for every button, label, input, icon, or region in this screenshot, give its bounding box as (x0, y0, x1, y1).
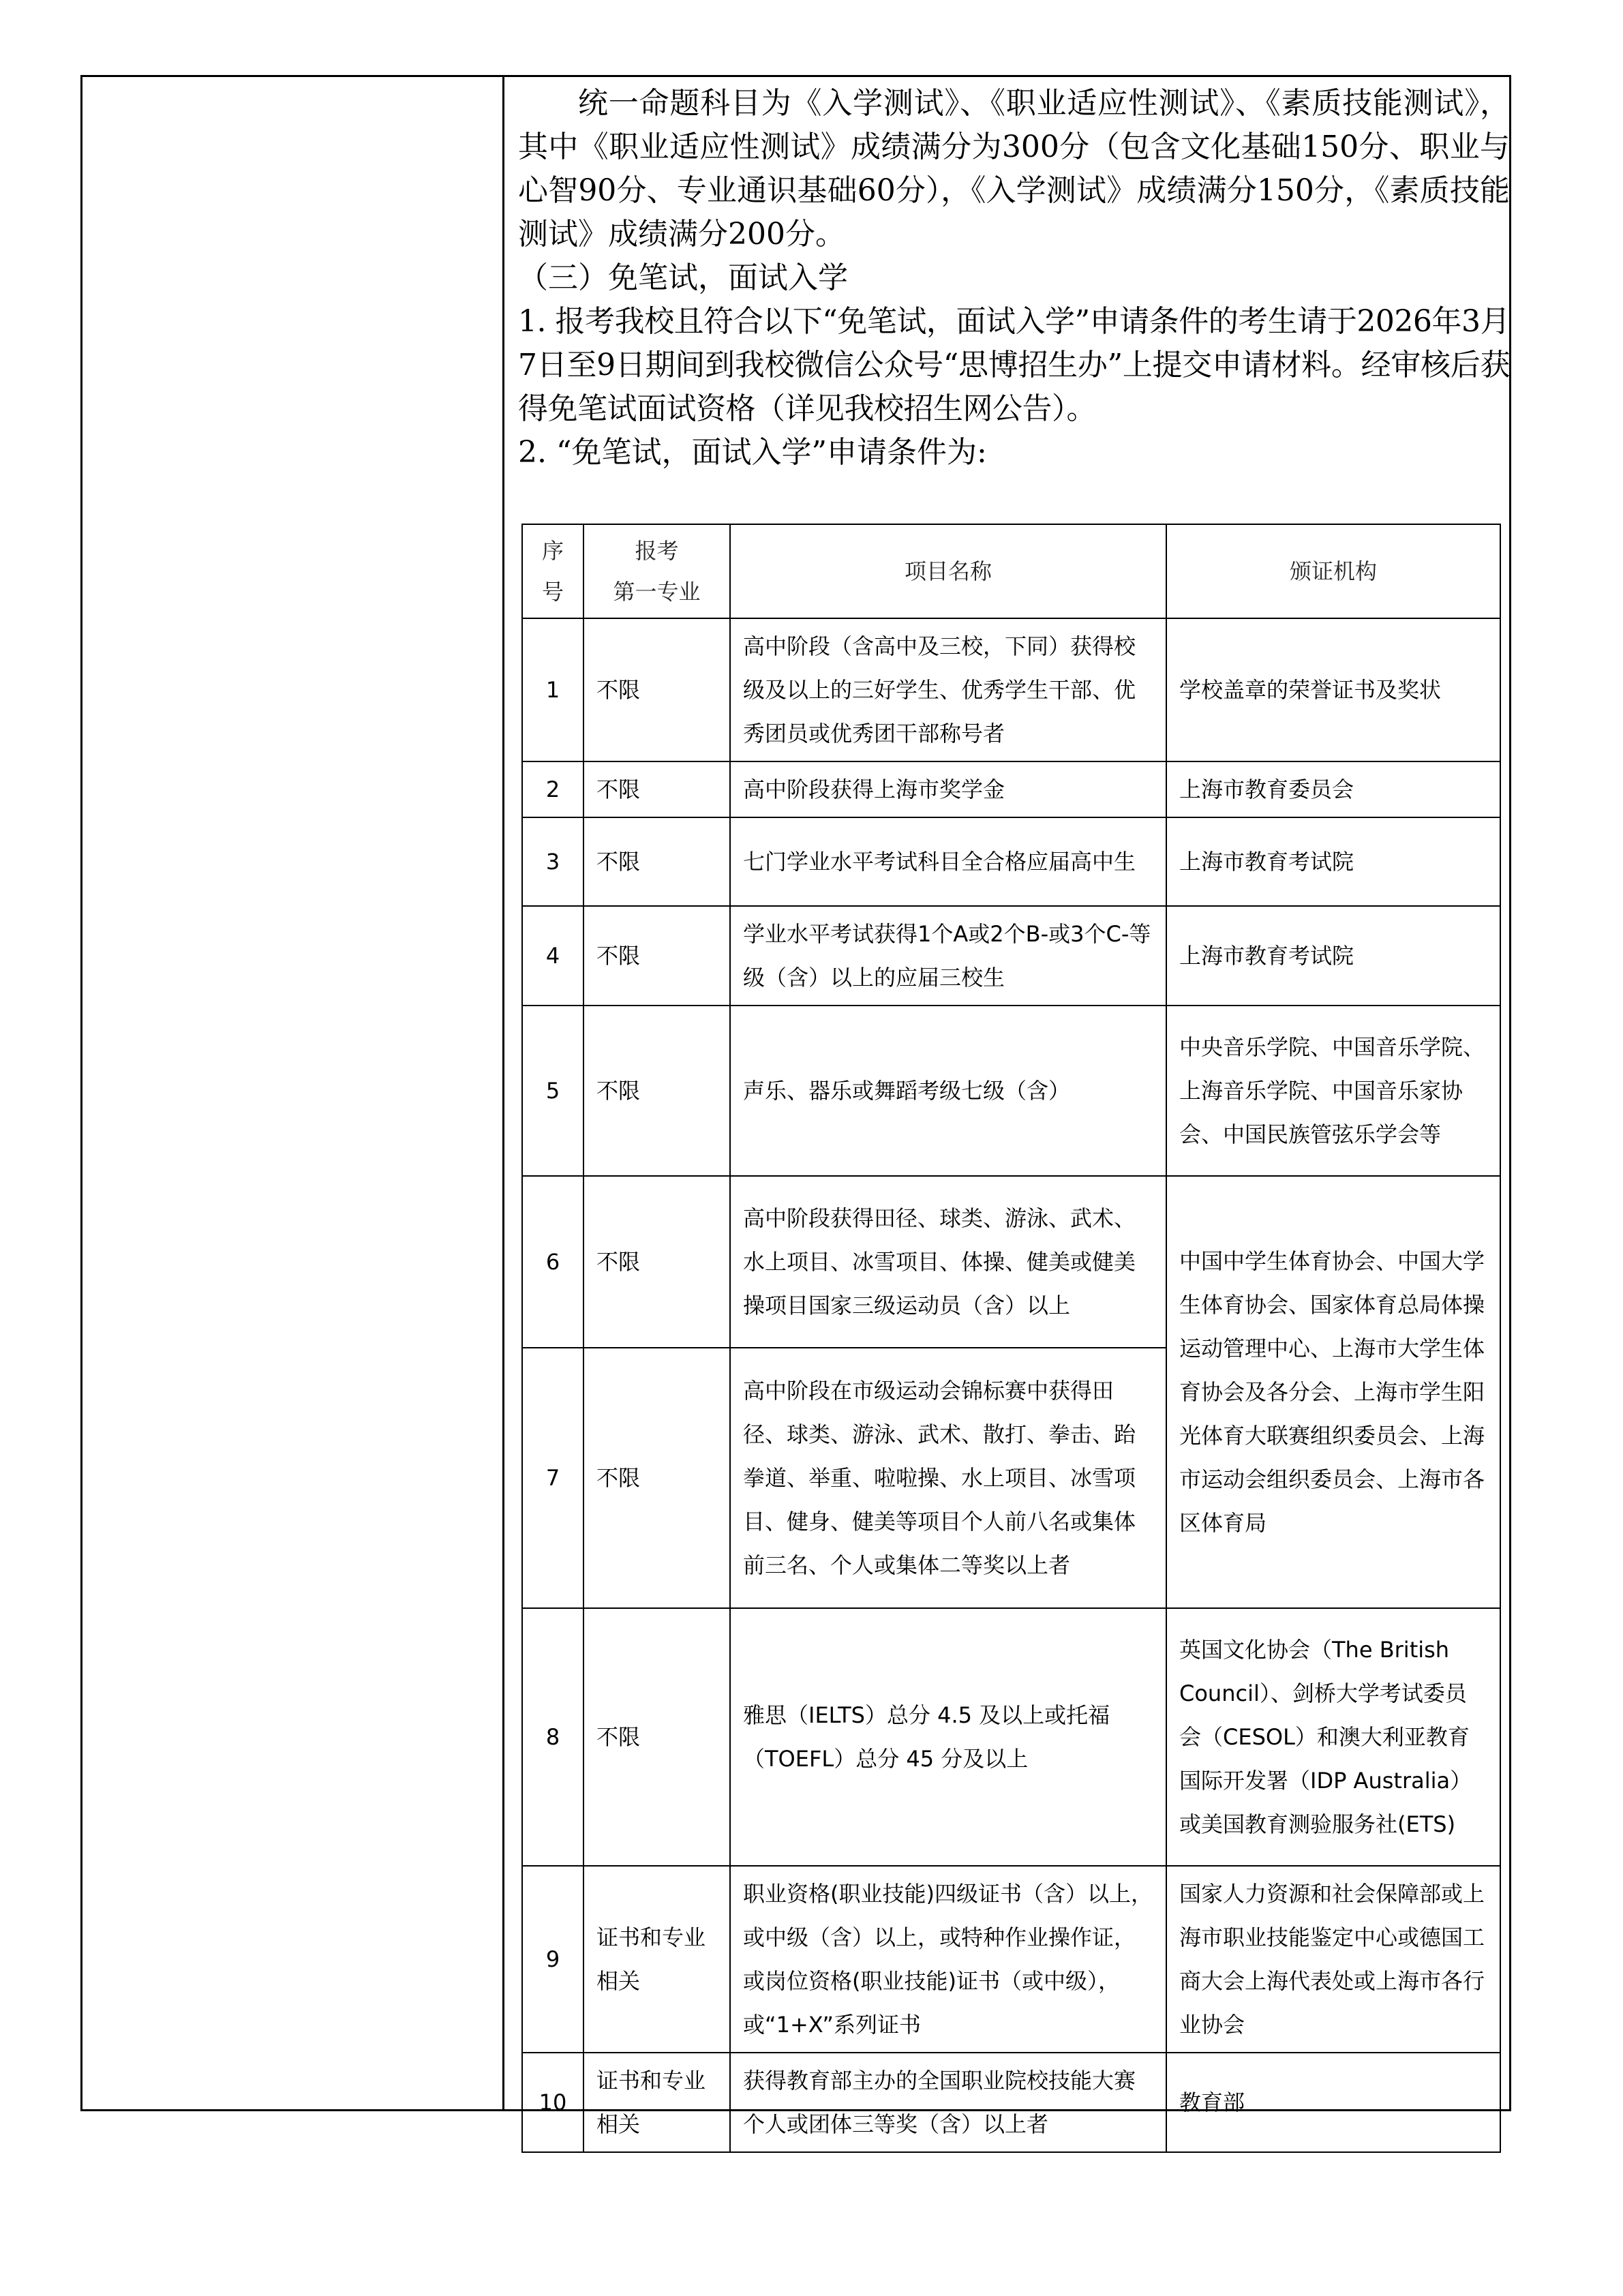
table-row (522, 1176, 1500, 1348)
application-item-2: 2. “免笔试，面试入学”申请条件为: (518, 435, 987, 470)
header-authority: 颁证机构 (1166, 524, 1500, 618)
application-item-1: 1. 报考我校且符合以下“免笔试，面试入学”申请条件的考生请于2026年3月7日至9日期间到我校微信公众号“思博招生办”上提交申请材料。经审核后获得免笔试面试资格（详见我校招生网公告）。 (518, 304, 1510, 426)
header-project: 项目名称 (730, 524, 1166, 618)
table-row (522, 906, 1500, 1006)
row-no: 5 (522, 1006, 583, 1176)
row-authority: 国家人力资源和社会保障部或上海市职业技能鉴定中心或德国工商大会上海代表处或上海市各行业协会 (1166, 1866, 1500, 2053)
exam-subjects-paragraph: 统一命题科目为《入学测试》、《职业适应性测试》、《素质技能测试》，其中《职业适应性测试》成绩满分为300分（包含文化基础150分、职业与心智90分、专业通识基础60分），《入学测试》成绩满分150分，《素质技能测试》成绩满分200分。 (518, 86, 1510, 252)
row-no: 4 (522, 906, 583, 1006)
row-major: 不限 (583, 1348, 730, 1608)
row-project: 获得教育部主办的全国职业院校技能大赛个人或团体三等奖（含）以上者 (730, 2053, 1166, 2152)
column-divider (502, 75, 504, 2111)
header-major-line1: 报考 (635, 538, 679, 564)
row-no: 2 (522, 761, 583, 817)
requirements-table (521, 524, 1501, 2153)
row-no: 7 (522, 1348, 583, 1608)
table-row (522, 1866, 1500, 2053)
table-header-row (522, 524, 1500, 618)
row-major: 不限 (583, 618, 730, 761)
row-no: 6 (522, 1176, 583, 1348)
row-authority: 教育部 (1166, 2053, 1500, 2152)
table-row (522, 2053, 1500, 2152)
row-no: 1 (522, 618, 583, 761)
row-authority-shared: 中国中学生体育协会、中国大学生体育协会、国家体育总局体操运动管理中心、上海市大学生体育协会及各分会、上海市学生阳光体育大联赛组织委员会、上海市运动会组织委员会、上海市各区体育局 (1166, 1176, 1500, 1608)
row-no: 8 (522, 1608, 583, 1866)
content-column (518, 82, 1510, 474)
row-authority: 上海市教育考试院 (1166, 817, 1500, 906)
table-row (522, 1006, 1500, 1176)
row-no: 3 (522, 817, 583, 906)
row-authority: 学校盖章的荣誉证书及奖状 (1166, 618, 1500, 761)
row-project: 学业水平考试获得1个A或2个B-或3个C-等级（含）以上的应届三校生 (730, 906, 1166, 1006)
row-major: 不限 (583, 761, 730, 817)
row-major: 不限 (583, 906, 730, 1006)
table-row (522, 618, 1500, 761)
row-major: 不限 (583, 1176, 730, 1348)
row-project: 高中阶段获得田径、球类、游泳、武术、水上项目、冰雪项目、体操、健美或健美操项目国家三级运动员（含）以上 (730, 1176, 1166, 1348)
row-authority: 上海市教育考试院 (1166, 906, 1500, 1006)
row-project: 雅思（IELTS）总分 4.5 及以上或托福（TOEFL）总分 45 分及以上 (730, 1608, 1166, 1866)
row-authority: 上海市教育委员会 (1166, 761, 1500, 817)
row-project: 职业资格(职业技能)四级证书（含）以上，或中级（含）以上，或特种作业操作证，或岗位资格(职业技能)证书（或中级），或“1+X”系列证书 (730, 1866, 1166, 2053)
row-authority: 中央音乐学院、中国音乐学院、上海音乐学院、中国音乐家协会、中国民族管弦乐学会等 (1166, 1006, 1500, 1176)
table-row (522, 761, 1500, 817)
section-heading: （三）免笔试，面试入学 (518, 260, 848, 295)
header-major (583, 524, 730, 618)
row-major: 不限 (583, 817, 730, 906)
header-no: 序号 (522, 524, 583, 618)
row-project: 高中阶段（含高中及三校，下同）获得校级及以上的三好学生、优秀学生干部、优秀团员或优秀团干部称号者 (730, 618, 1166, 761)
row-major: 证书和专业相关 (583, 2053, 730, 2152)
row-project: 声乐、器乐或舞蹈考级七级（含） (730, 1006, 1166, 1176)
row-no: 10 (522, 2053, 583, 2152)
header-major-line2: 第一专业 (613, 579, 701, 605)
row-major: 证书和专业相关 (583, 1866, 730, 2053)
table-row (522, 1608, 1500, 1866)
row-major: 不限 (583, 1006, 730, 1176)
row-authority: 英国文化协会（The British Council）、剑桥大学考试委员会（CESOL）和澳大利亚教育国际开发署（IDP Australia）或美国教育测验服务社(ETS) (1166, 1608, 1500, 1866)
row-project: 高中阶段在市级运动会锦标赛中获得田径、球类、游泳、武术、散打、拳击、跆拳道、举重、啦啦操、水上项目、冰雪项目、健身、健美等项目个人前八名或集体前三名、个人或集体二等奖以上者 (730, 1348, 1166, 1608)
table-row (522, 817, 1500, 906)
row-major: 不限 (583, 1608, 730, 1866)
row-project: 高中阶段获得上海市奖学金 (730, 761, 1166, 817)
row-project: 七门学业水平考试科目全合格应届高中生 (730, 817, 1166, 906)
row-no: 9 (522, 1866, 583, 2053)
